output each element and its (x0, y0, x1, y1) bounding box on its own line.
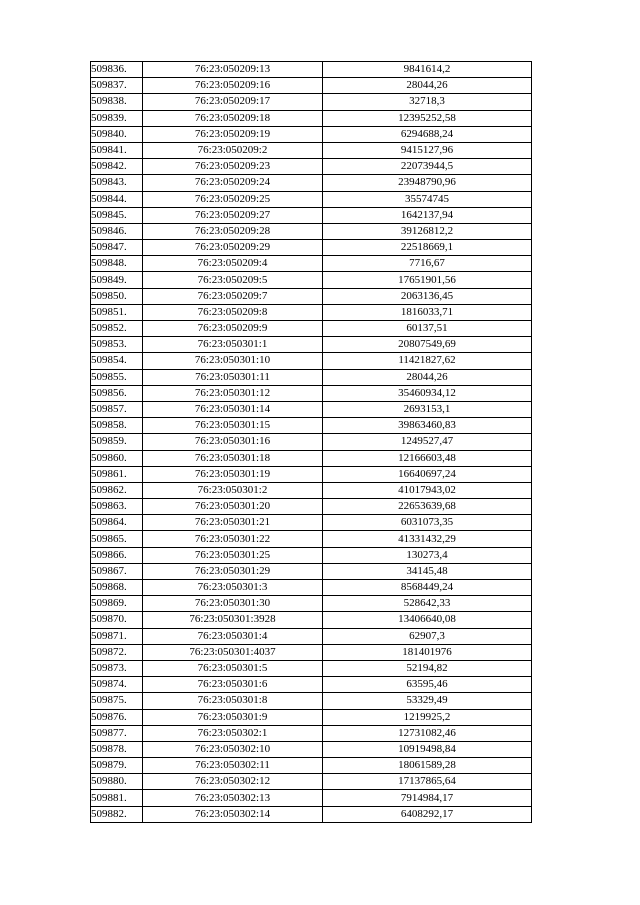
cadastral-number-cell: 76:23:050301:20 (143, 499, 323, 515)
cadastral-value-cell: 12395252,58 (323, 110, 532, 126)
row-number-cell: 509837. (91, 78, 143, 94)
cadastral-number-cell: 76:23:050301:3 (143, 580, 323, 596)
row-number-cell: 509872. (91, 644, 143, 660)
cadastral-value-cell: 23948790,96 (323, 175, 532, 191)
row-number-cell: 509841. (91, 142, 143, 158)
row-number-cell: 509851. (91, 304, 143, 320)
table-row (91, 256, 532, 272)
table-row (91, 499, 532, 515)
row-number-cell: 509874. (91, 677, 143, 693)
cadastral-number-cell: 76:23:050301:4037 (143, 644, 323, 660)
cadastral-value-cell: 18061589,28 (323, 758, 532, 774)
row-number-cell: 509853. (91, 337, 143, 353)
cadastral-value-cell: 28044,26 (323, 78, 532, 94)
table-row (91, 288, 532, 304)
table-row (91, 790, 532, 806)
cadastral-value-cell: 28044,26 (323, 369, 532, 385)
cadastral-number-cell: 76:23:050301:1 (143, 337, 323, 353)
cadastral-number-cell: 76:23:050301:19 (143, 466, 323, 482)
cadastral-number-cell: 76:23:050209:24 (143, 175, 323, 191)
cadastral-value-cell: 34145,48 (323, 563, 532, 579)
cadastral-number-cell: 76:23:050301:6 (143, 677, 323, 693)
cadastral-value-cell: 63595,46 (323, 677, 532, 693)
row-number-cell: 509861. (91, 466, 143, 482)
cadastral-number-cell: 76:23:050302:10 (143, 741, 323, 757)
row-number-cell: 509876. (91, 709, 143, 725)
cadastral-value-cell: 2063136,45 (323, 288, 532, 304)
cadastral-value-cell: 16640697,24 (323, 466, 532, 482)
cadastral-value-cell: 6408292,17 (323, 806, 532, 822)
table-row (91, 418, 532, 434)
cadastral-value-cell: 7716,67 (323, 256, 532, 272)
table-row (91, 175, 532, 191)
row-number-cell: 509842. (91, 159, 143, 175)
table-row (91, 515, 532, 531)
cadastral-value-cell: 22518669,1 (323, 240, 532, 256)
table-row (91, 612, 532, 628)
cadastral-number-cell: 76:23:050301:12 (143, 385, 323, 401)
cadastral-value-cell: 1642137,94 (323, 207, 532, 223)
cadastral-number-cell: 76:23:050301:18 (143, 450, 323, 466)
row-number-cell: 509863. (91, 499, 143, 515)
table-row (91, 94, 532, 110)
cadastral-number-cell: 76:23:050209:18 (143, 110, 323, 126)
cadastral-number-cell: 76:23:050302:11 (143, 758, 323, 774)
cadastral-number-cell: 76:23:050209:13 (143, 62, 323, 78)
table-row (91, 628, 532, 644)
row-number-cell: 509875. (91, 693, 143, 709)
table-row (91, 725, 532, 741)
cadastral-value-cell: 10919498,84 (323, 741, 532, 757)
cadastral-number-cell: 76:23:050209:29 (143, 240, 323, 256)
cadastral-number-cell: 76:23:050301:25 (143, 547, 323, 563)
cadastral-value-cell: 60137,51 (323, 321, 532, 337)
cadastral-number-cell: 76:23:050209:16 (143, 78, 323, 94)
table-row (91, 401, 532, 417)
cadastral-number-cell: 76:23:050301:29 (143, 563, 323, 579)
row-number-cell: 509882. (91, 806, 143, 822)
cadastral-value-cell: 53329,49 (323, 693, 532, 709)
cadastral-value-table (90, 61, 532, 823)
cadastral-value-cell: 11421827,62 (323, 353, 532, 369)
cadastral-value-cell: 1219925,2 (323, 709, 532, 725)
cadastral-number-cell: 76:23:050301:21 (143, 515, 323, 531)
row-number-cell: 509877. (91, 725, 143, 741)
table-row (91, 207, 532, 223)
cadastral-number-cell: 76:23:050302:14 (143, 806, 323, 822)
row-number-cell: 509865. (91, 531, 143, 547)
table-row (91, 547, 532, 563)
row-number-cell: 509864. (91, 515, 143, 531)
cadastral-number-cell: 76:23:050302:1 (143, 725, 323, 741)
table-row (91, 596, 532, 612)
row-number-cell: 509843. (91, 175, 143, 191)
table-row (91, 758, 532, 774)
row-number-cell: 509862. (91, 482, 143, 498)
table-row (91, 741, 532, 757)
row-number-cell: 509873. (91, 660, 143, 676)
row-number-cell: 509881. (91, 790, 143, 806)
cadastral-value-cell: 35460934,12 (323, 385, 532, 401)
table-row (91, 321, 532, 337)
cadastral-value-cell: 6294688,24 (323, 126, 532, 142)
table-row (91, 142, 532, 158)
cadastral-value-cell: 9841614,2 (323, 62, 532, 78)
table-row (91, 272, 532, 288)
cadastral-value-cell: 6031073,35 (323, 515, 532, 531)
cadastral-value-cell: 1816033,71 (323, 304, 532, 320)
row-number-cell: 509852. (91, 321, 143, 337)
cadastral-value-cell: 1249527,47 (323, 434, 532, 450)
cadastral-number-cell: 76:23:050301:4 (143, 628, 323, 644)
table-row (91, 806, 532, 822)
row-number-cell: 509844. (91, 191, 143, 207)
row-number-cell: 509878. (91, 741, 143, 757)
cadastral-number-cell: 76:23:050301:22 (143, 531, 323, 547)
row-number-cell: 509866. (91, 547, 143, 563)
cadastral-value-cell: 52194,82 (323, 660, 532, 676)
cadastral-number-cell: 76:23:050301:3928 (143, 612, 323, 628)
table-row (91, 677, 532, 693)
table-row (91, 353, 532, 369)
row-number-cell: 509856. (91, 385, 143, 401)
row-number-cell: 509860. (91, 450, 143, 466)
row-number-cell: 509855. (91, 369, 143, 385)
cadastral-value-cell: 20807549,69 (323, 337, 532, 353)
row-number-cell: 509838. (91, 94, 143, 110)
row-number-cell: 509845. (91, 207, 143, 223)
cadastral-number-cell: 76:23:050301:11 (143, 369, 323, 385)
cadastral-value-cell: 17137865,64 (323, 774, 532, 790)
table-row (91, 110, 532, 126)
table-row (91, 660, 532, 676)
cadastral-value-cell: 35574745 (323, 191, 532, 207)
cadastral-value-cell: 9415127,96 (323, 142, 532, 158)
row-number-cell: 509868. (91, 580, 143, 596)
cadastral-number-cell: 76:23:050301:8 (143, 693, 323, 709)
cadastral-number-cell: 76:23:050301:10 (143, 353, 323, 369)
table-row (91, 580, 532, 596)
table-body (91, 62, 532, 823)
table-row (91, 774, 532, 790)
cadastral-value-cell: 17651901,56 (323, 272, 532, 288)
cadastral-value-cell: 39863460,83 (323, 418, 532, 434)
table-row (91, 466, 532, 482)
cadastral-value-cell: 32718,3 (323, 94, 532, 110)
cadastral-value-cell: 181401976 (323, 644, 532, 660)
cadastral-number-cell: 76:23:050302:13 (143, 790, 323, 806)
cadastral-value-cell: 41017943,02 (323, 482, 532, 498)
table-row (91, 563, 532, 579)
row-number-cell: 509879. (91, 758, 143, 774)
table-row (91, 434, 532, 450)
table-row (91, 644, 532, 660)
cadastral-number-cell: 76:23:050209:27 (143, 207, 323, 223)
cadastral-number-cell: 76:23:050301:16 (143, 434, 323, 450)
cadastral-value-cell: 13406640,08 (323, 612, 532, 628)
table-row (91, 126, 532, 142)
cadastral-number-cell: 76:23:050302:12 (143, 774, 323, 790)
cadastral-number-cell: 76:23:050209:17 (143, 94, 323, 110)
cadastral-value-cell: 62907,3 (323, 628, 532, 644)
row-number-cell: 509849. (91, 272, 143, 288)
cadastral-number-cell: 76:23:050209:4 (143, 256, 323, 272)
table-row (91, 304, 532, 320)
cadastral-number-cell: 76:23:050209:25 (143, 191, 323, 207)
cadastral-value-cell: 22653639,68 (323, 499, 532, 515)
cadastral-number-cell: 76:23:050301:5 (143, 660, 323, 676)
row-number-cell: 509839. (91, 110, 143, 126)
cadastral-value-cell: 41331432,29 (323, 531, 532, 547)
row-number-cell: 509846. (91, 223, 143, 239)
table-row (91, 223, 532, 239)
cadastral-value-cell: 130273,4 (323, 547, 532, 563)
row-number-cell: 509854. (91, 353, 143, 369)
cadastral-number-cell: 76:23:050209:19 (143, 126, 323, 142)
row-number-cell: 509850. (91, 288, 143, 304)
table-row (91, 450, 532, 466)
row-number-cell: 509857. (91, 401, 143, 417)
row-number-cell: 509847. (91, 240, 143, 256)
cadastral-value-cell: 39126812,2 (323, 223, 532, 239)
table-row (91, 191, 532, 207)
table-row (91, 385, 532, 401)
table-row (91, 62, 532, 78)
row-number-cell: 509880. (91, 774, 143, 790)
table-row (91, 531, 532, 547)
cadastral-number-cell: 76:23:050209:7 (143, 288, 323, 304)
cadastral-value-cell: 12731082,46 (323, 725, 532, 741)
row-number-cell: 509859. (91, 434, 143, 450)
cadastral-number-cell: 76:23:050301:2 (143, 482, 323, 498)
cadastral-value-cell: 528642,33 (323, 596, 532, 612)
row-number-cell: 509871. (91, 628, 143, 644)
row-number-cell: 509869. (91, 596, 143, 612)
table-row (91, 159, 532, 175)
table-row (91, 482, 532, 498)
cadastral-number-cell: 76:23:050209:2 (143, 142, 323, 158)
table-row (91, 369, 532, 385)
cadastral-number-cell: 76:23:050209:8 (143, 304, 323, 320)
cadastral-number-cell: 76:23:050209:5 (143, 272, 323, 288)
row-number-cell: 509836. (91, 62, 143, 78)
table-row (91, 240, 532, 256)
row-number-cell: 509870. (91, 612, 143, 628)
cadastral-number-cell: 76:23:050301:30 (143, 596, 323, 612)
table-row (91, 709, 532, 725)
cadastral-value-cell: 22073944,5 (323, 159, 532, 175)
cadastral-number-cell: 76:23:050301:14 (143, 401, 323, 417)
cadastral-value-cell: 8568449,24 (323, 580, 532, 596)
row-number-cell: 509840. (91, 126, 143, 142)
cadastral-value-cell: 12166603,48 (323, 450, 532, 466)
cadastral-number-cell: 76:23:050301:15 (143, 418, 323, 434)
row-number-cell: 509867. (91, 563, 143, 579)
cadastral-value-cell: 2693153,1 (323, 401, 532, 417)
table-row (91, 337, 532, 353)
cadastral-value-cell: 7914984,17 (323, 790, 532, 806)
cadastral-number-cell: 76:23:050209:9 (143, 321, 323, 337)
row-number-cell: 509848. (91, 256, 143, 272)
cadastral-number-cell: 76:23:050209:28 (143, 223, 323, 239)
table-row (91, 693, 532, 709)
row-number-cell: 509858. (91, 418, 143, 434)
cadastral-number-cell: 76:23:050301:9 (143, 709, 323, 725)
cadastral-number-cell: 76:23:050209:23 (143, 159, 323, 175)
table-row (91, 78, 532, 94)
